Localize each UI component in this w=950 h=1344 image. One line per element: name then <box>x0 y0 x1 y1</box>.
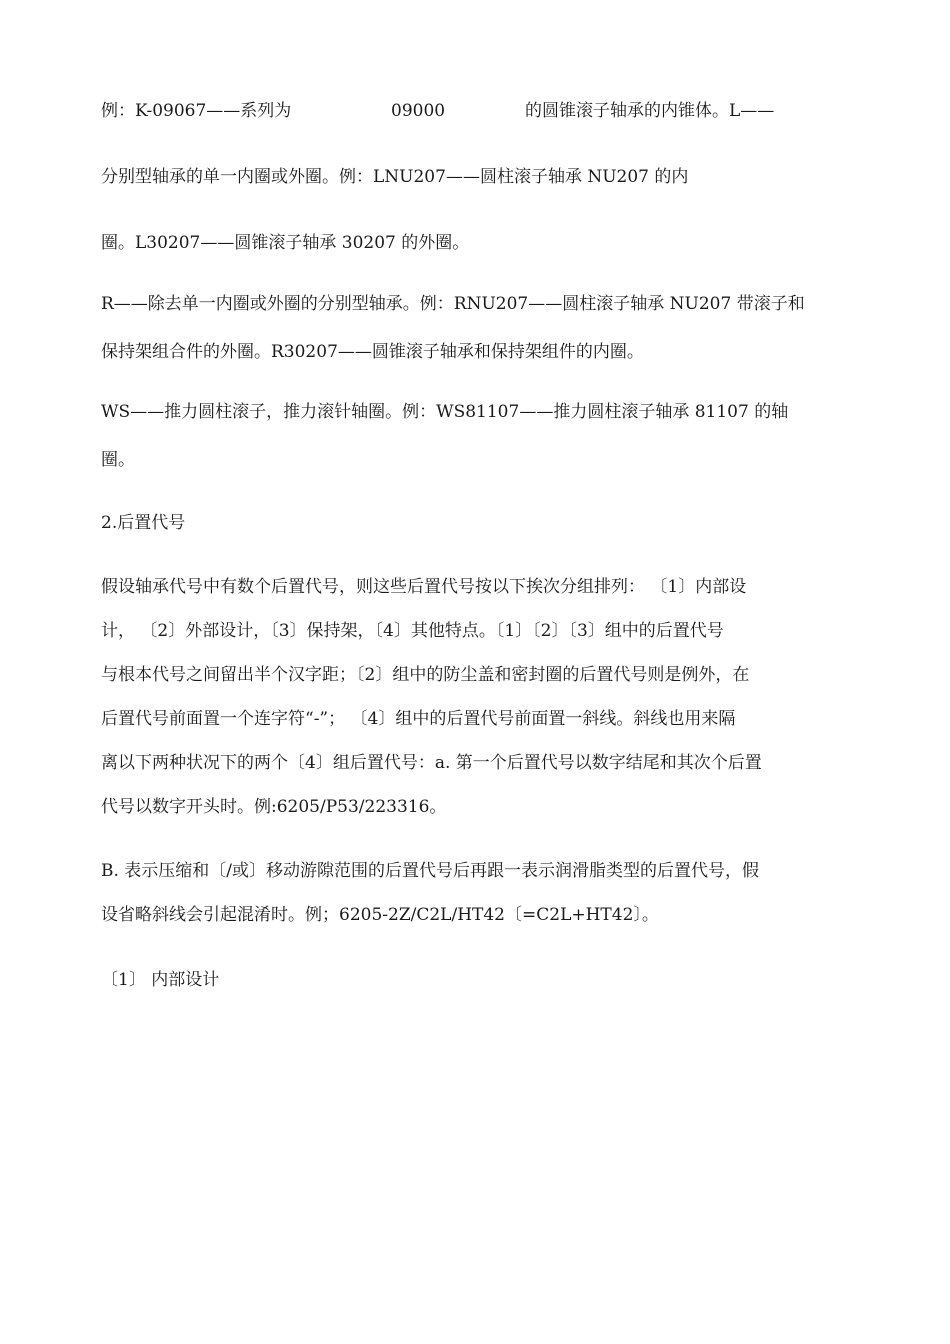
text-segment: 09000 <box>391 101 446 121</box>
text-line: 圈。 <box>101 450 135 470</box>
text-segment: 的圆锥滚子轴承的内锥体。L—— <box>525 101 775 121</box>
text-line: R——除去单一内圈或外圈的分别型轴承。例：RNU207——圆柱滚子轴承 NU207 带滚子和 <box>101 294 805 314</box>
text-line: 圈。L30207——圆锥滚子轴承 30207 的外圈。 <box>101 233 470 253</box>
text-line: 与根本代号之间留出半个汉字距；〔2〕组中的防尘盖和密封圈的后置代号则是例外，在 <box>101 665 750 685</box>
text-segment: 例：K-09067——系列为 <box>101 101 292 121</box>
text-line: B. 表示压缩和〔/或〕移动游隙范围的后置代号后再跟一表示润滑脂类型的后置代号，假 <box>101 861 760 881</box>
text-line: 保持架组合件的外圈。R30207——圆锥滚子轴承和保持架组件的内圈。 <box>101 342 644 362</box>
text-line: WS——推力圆柱滚子，推力滚针轴圈。例：WS81107——推力圆柱滚子轴承 81107 的轴 <box>101 402 789 422</box>
text-line: 离以下两种状况下的两个〔4〕组后置代号：a. 第一个后置代号以数字结尾和其次个后置 <box>101 753 762 773</box>
text-line: 分别型轴承的单一内圈或外圈。例：LNU207——圆柱滚子轴承 NU207 的内 <box>101 167 689 187</box>
text-line: 代号以数字开头时。例:6205/P53/223316。 <box>101 797 447 817</box>
section-heading: 2.后置代号 <box>101 513 186 533</box>
subsection-heading: 〔1〕 内部设计 <box>101 970 220 990</box>
text-line: 计， 〔2〕外部设计，〔3〕保持架，〔4〕其他特点。〔1〕〔2〕〔3〕组中的后置代号 <box>101 621 724 641</box>
text-line: 设省略斜线会引起混淆时。例；6205-2Z/C2L/HT42〔=C2L+HT42〕。 <box>101 905 659 925</box>
text-line: 后置代号前面置一个连字符“-”； 〔4〕组中的后置代号前面置一斜线。斜线也用来隔 <box>101 709 736 729</box>
text-line: 假设轴承代号中有数个后置代号，则这些后置代号按以下挨次分组排列： 〔1〕内部设 <box>101 577 747 597</box>
